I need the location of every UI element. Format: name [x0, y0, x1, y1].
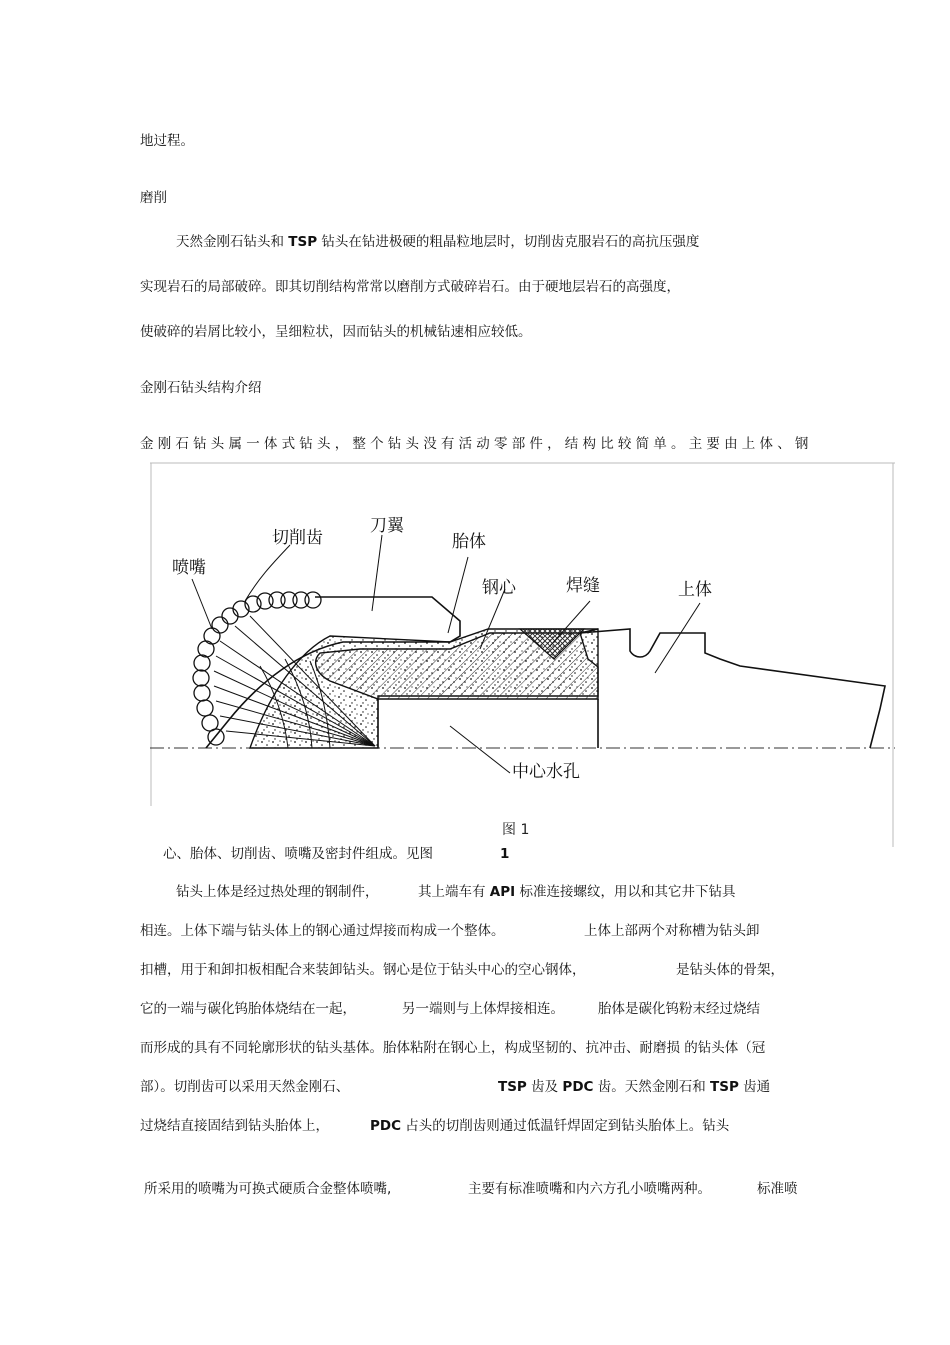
upper-body-outline [580, 629, 885, 748]
paragraph-line: 心、胎体、切削齿、喷嘴及密封件组成。见图 [163, 846, 433, 862]
text-run-bold: API [489, 884, 516, 900]
paragraph-line [498, 1078, 770, 1096]
paragraph-line: 使破碎的岩屑比较小，呈细粒状，因而钻头的机械钻速相应较低。 [140, 324, 532, 340]
text-run-bold: PDC [370, 1118, 402, 1134]
paragraph-line: 过烧结直接固结到钻头胎体上， [140, 1118, 329, 1134]
figure-reference-number: 1 [500, 846, 510, 862]
text-run: 齿及 [526, 1079, 563, 1095]
paragraph-line: 胎体是碳化钨粉末经过烧结 [598, 1001, 760, 1017]
paragraph-line: 上体上部两个对称槽为钻头卸 [584, 923, 760, 939]
paragraph-line: 是钻头体的骨架， [676, 962, 784, 978]
paragraph-line: 标准喷 [757, 1181, 798, 1197]
paragraph-line: 相连。上体下端与钻头体上的钢心通过焊接而构成一个整体。 [140, 923, 505, 939]
paragraph-line [418, 883, 735, 901]
text-run: 齿。天然金刚石和 [593, 1079, 711, 1095]
section-heading-structure: 金刚石钻头结构介绍 [140, 380, 262, 396]
text-run: 天然金刚石钻头和 [176, 234, 289, 250]
paragraph-line: 它的一端与碳化钨胎体烧结在一起， [140, 1001, 356, 1017]
label-center-hole: 中心水孔 [512, 762, 580, 782]
label-blade: 刀翼 [370, 516, 404, 536]
text-run-bold: TSP [710, 1079, 739, 1095]
drill-bit-structure-figure [150, 461, 895, 847]
paragraph-line: 所采用的喷嘴为可换式硬质合金整体喷嘴, [144, 1181, 392, 1197]
label-matrix: 胎体 [452, 532, 486, 552]
text-run: 其上端车有 [418, 884, 490, 900]
text-run: 标准连接螺纹，用以和其它井下钻具 [515, 884, 736, 900]
text-run-bold: PDC [562, 1079, 594, 1095]
paragraph-line: 而形成的具有不同轮廓形状的钻头基体。胎体粘附在钢心上，构成坚韧的、抗冲击、耐磨损 的钻头体（冠 [140, 1040, 766, 1056]
label-weld: 焊缝 [566, 576, 600, 596]
paragraph-line [370, 1117, 729, 1135]
label-steel-core: 钢心 [482, 578, 516, 598]
paragraph-line: 金刚石钻头属一体式钻头，整个钻头没有活动零部件，结构比较简单。主要由上体、钢 [140, 436, 813, 452]
figure-caption: 图 1 [502, 822, 530, 838]
label-nozzle: 喷嘴 [172, 558, 206, 578]
paragraph-line: 部）。切削齿可以采用天然金刚石、 [140, 1079, 350, 1095]
paragraph-line [176, 233, 699, 251]
section-heading-grinding: 磨削 [140, 190, 167, 206]
paragraph-line: 主要有标准喷嘴和内六方孔小喷嘴两种。 [468, 1181, 711, 1197]
text-run: 齿通 [738, 1079, 771, 1095]
text-line: 地过程。 [140, 133, 194, 149]
text-run-bold: TSP [498, 1079, 527, 1095]
paragraph-line: 钻头上体是经过热处理的钢制件， [176, 884, 379, 900]
paragraph-line: 实现岩石的局部破碎。即其切削结构常常以磨削方式破碎岩石。由于硬地层岩石的高强度， [140, 279, 680, 295]
paragraph-line: 另一端则与上体焊接相连。 [402, 1001, 564, 1017]
text-run: 钻头在钻进极硬的粗晶粒地层时，切削齿克服岩石的高抗压强度 [317, 234, 700, 250]
text-run-bold: TSP [288, 234, 318, 250]
label-upper-body: 上体 [678, 580, 712, 600]
label-cutter: 切削齿 [272, 528, 323, 548]
paragraph-line: 扣槽，用于和卸扣板相配合来装卸钻头。钢心是位于钻头中心的空心钢体， [140, 962, 586, 978]
text-run: 占头的切削齿则通过低温钎焊固定到钻头胎体上。钻头 [401, 1118, 730, 1134]
